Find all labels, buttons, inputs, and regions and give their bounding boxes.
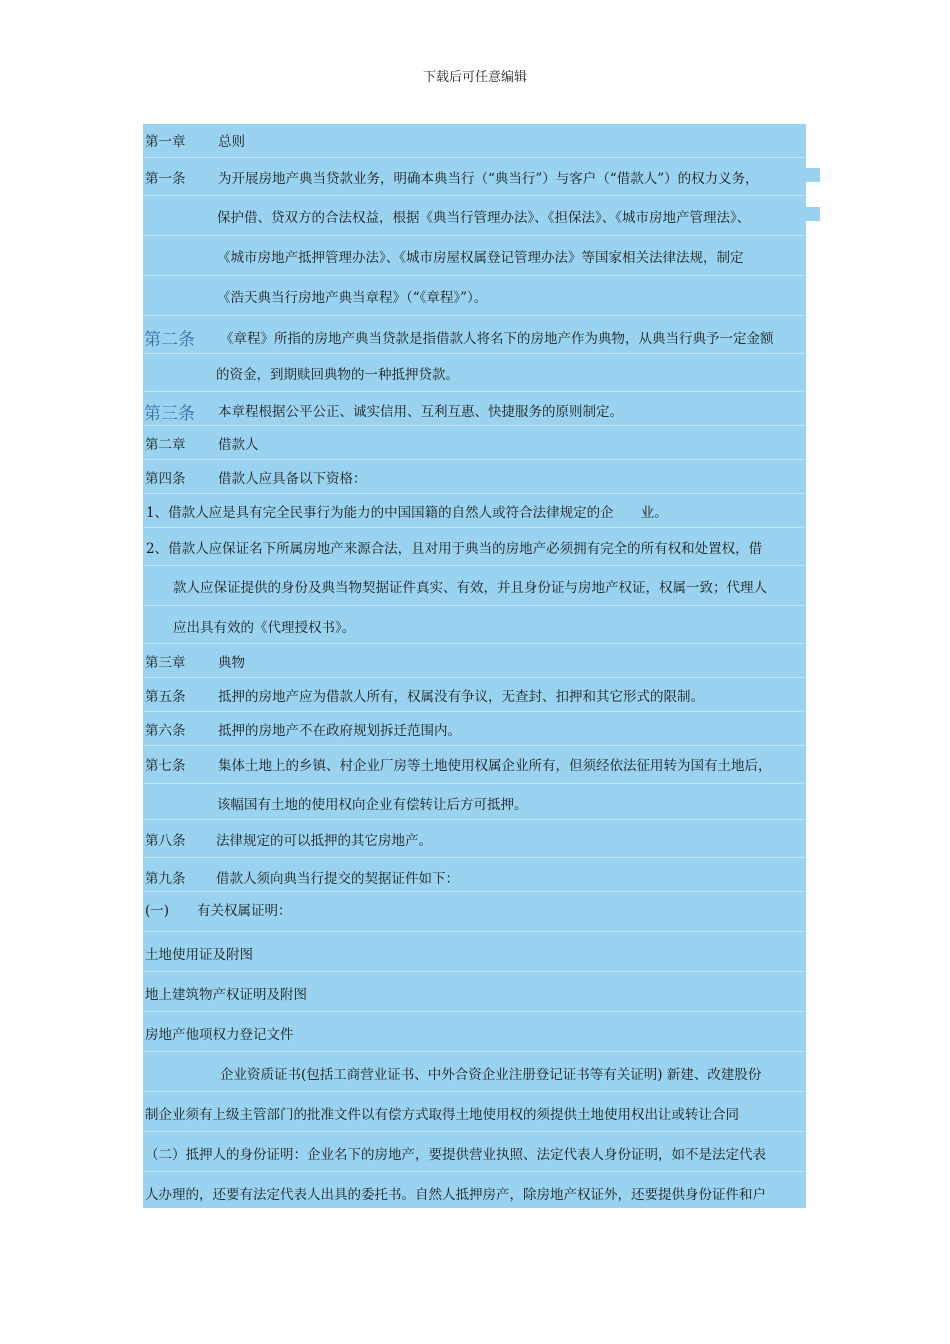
line-14 — [143, 606, 806, 644]
line-5 — [143, 276, 806, 316]
article-6-label: 第六条 — [145, 723, 186, 739]
line-2 — [143, 158, 806, 196]
item-1-text: 1、借款人应是具有完全民事行为能力的中国国籍的自然人或符合法律规定的企 业。 — [146, 505, 668, 521]
line-8 — [143, 392, 806, 426]
doc-item-text: 制企业须有上级主管部门的批准文件以有偿方式取得土地使用权的须提供土地使用权出让或转让合同 — [145, 1107, 739, 1123]
chapter-1-label: 第一章 — [145, 134, 186, 150]
line-24 — [143, 972, 806, 1012]
line-20 — [143, 820, 806, 858]
doc-item-text: 土地使用证及附图 — [145, 947, 253, 963]
article-5-label: 第五条 — [145, 689, 186, 705]
line-26 — [143, 1052, 806, 1092]
line-28 — [143, 1132, 806, 1172]
item-2-text-cont: 应出具有效的《代理授权书》。 — [173, 620, 356, 636]
line-4 — [143, 236, 806, 276]
line-9 — [143, 426, 806, 460]
line-29 — [143, 1172, 806, 1208]
article-2-text: 《章程》所指的房地产典当贷款是指借款人将名下的房地产作为典物，从典当行典予一定金额 — [220, 331, 774, 347]
article-3-label: 第三条 — [144, 404, 195, 424]
chapter-3-title: 典物 — [218, 655, 245, 671]
chapter-2-label: 第二章 — [145, 437, 186, 453]
document-body — [143, 124, 806, 1208]
item-2-text: 2、借款人应保证名下所属房地产来源合法，且对用于典当的房地产必须拥有完全的所有权和处置权，借 — [146, 541, 763, 557]
line-18 — [143, 746, 806, 784]
line-27 — [143, 1092, 806, 1132]
article-1-text-cont: 《浩天典当行房地产典当章程》（“《章程》”）。 — [217, 290, 488, 306]
chapter-1-title: 总则 — [218, 134, 245, 150]
article-2-text-cont: 的资金，到期赎回典物的一种抵押贷款。 — [216, 367, 459, 383]
line-3 — [143, 196, 806, 236]
article-8-text: 法律规定的可以抵押的其它房地产。 — [216, 833, 432, 849]
chapter-2-title: 借款人 — [218, 437, 259, 453]
selection-overflow — [806, 168, 820, 182]
article-1-text-cont: 《城市房地产抵押管理办法》、《城市房屋权属登记管理办法》等国家相关法律法规，制定 — [217, 250, 744, 266]
line-15 — [143, 644, 806, 678]
line-12 — [143, 528, 806, 566]
article-5-text: 抵押的房地产应为借款人所有，权属没有争议，无查封、扣押和其它形式的限制。 — [218, 689, 704, 705]
line-7 — [143, 354, 806, 392]
subsection-1-text: 有关权属证明： — [197, 903, 292, 919]
item-2-text-cont: 款人应保证提供的身份及典当物契据证件真实、有效，并且身份证与房地产权证，权属一致；代理人 — [173, 580, 767, 596]
article-7-text: 集体土地上的乡镇、村企业厂房等土地使用权属企业所有，但须经依法征用转为国有土地后， — [218, 758, 772, 774]
article-2-label: 第二条 — [144, 330, 195, 350]
chapter-3-label: 第三章 — [145, 655, 186, 671]
line-13 — [143, 566, 806, 606]
line-11 — [143, 494, 806, 528]
page-header: 下载后可任意编辑 — [422, 70, 527, 85]
line-6 — [143, 316, 806, 354]
selection-overflow — [806, 207, 820, 221]
article-8-label: 第八条 — [145, 833, 186, 849]
article-7-text-cont: 该幅国有土地的使用权向企业有偿转让后方可抵押。 — [217, 797, 528, 813]
article-3-text: 本章程根据公平公正、诚实信用、互利互惠、快捷服务的原则制定。 — [218, 404, 623, 420]
doc-item-text: 地上建筑物产权证明及附图 — [145, 987, 307, 1003]
doc-item-text: 企业资质证书(包括工商营业证书、中外合资企业注册登记证书等有关证明) 新建、改建股份 — [220, 1067, 762, 1083]
subsection-1-label: (一) — [145, 903, 170, 919]
line-23 — [143, 932, 806, 972]
line-22 — [143, 892, 806, 932]
line-25 — [143, 1012, 806, 1052]
line-10 — [143, 460, 806, 494]
article-4-label: 第四条 — [145, 471, 186, 487]
line-21 — [143, 858, 806, 892]
article-1-label: 第一条 — [145, 171, 186, 187]
article-6-text: 抵押的房地产不在政府规划拆迁范围内。 — [218, 723, 461, 739]
subsection-2-text-cont: 人办理的，还要有法定代表人出具的委托书。自然人抵押房产，除房地产权证外，还要提供身份证件和户 — [145, 1187, 766, 1203]
article-1-text-cont: 保护借、贷双方的合法权益，根据《典当行管理办法》、《担保法》、《城市房地产管理法》、 — [217, 210, 751, 226]
line-1 — [143, 124, 806, 158]
article-4-text: 借款人应具备以下资格： — [218, 471, 367, 487]
article-1-text: 为开展房地产典当贷款业务，明确本典当行（“典当行”）与客户（“借款人”）的权力义务， — [218, 171, 759, 187]
line-16 — [143, 678, 806, 712]
line-19 — [143, 784, 806, 820]
article-9-text: 借款人须向典当行提交的契据证件如下： — [216, 871, 459, 887]
article-7-label: 第七条 — [145, 758, 186, 774]
subsection-2-text: （二）抵押人的身份证明：企业名下的房地产，要提供营业执照、法定代表人身份证明，如不是法定代表 — [145, 1147, 766, 1163]
doc-item-text: 房地产他项权力登记文件 — [145, 1027, 294, 1043]
article-9-label: 第九条 — [145, 871, 186, 887]
line-17 — [143, 712, 806, 746]
